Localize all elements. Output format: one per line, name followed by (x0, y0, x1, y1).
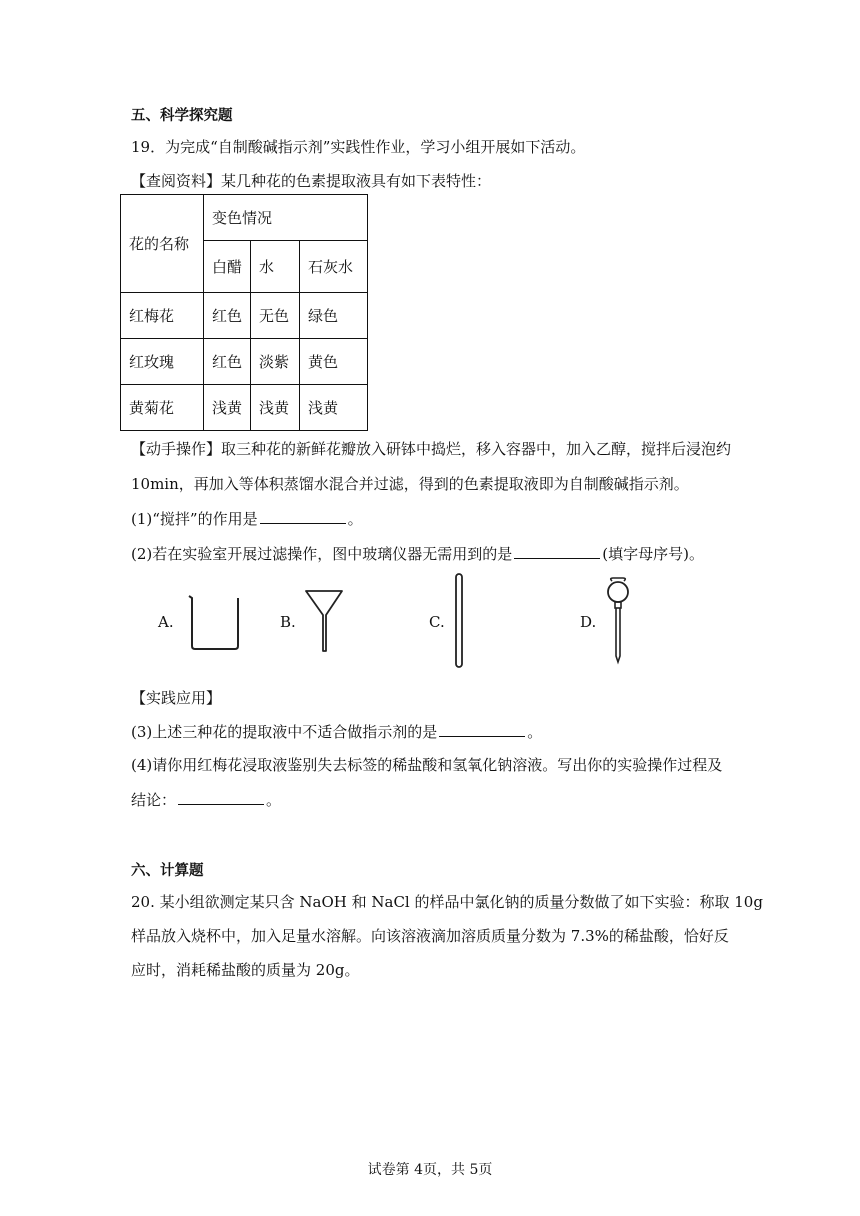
page-footer: 试卷第 4页，共 5页 (367, 1162, 493, 1178)
table-header-change: 变色情况 (204, 195, 368, 241)
sub-question-1: (1)“搅拌”的作用是 。 (131, 507, 363, 529)
table-subheader: 水 (251, 241, 300, 293)
table-subheader: 石灰水 (300, 241, 368, 293)
table-subheader: 白醋 (204, 241, 251, 293)
table-cell: 黄色 (300, 339, 368, 385)
table-row (121, 385, 368, 431)
table-cell: 浅黄 (204, 385, 251, 431)
answer-blank[interactable] (439, 720, 525, 737)
table-cell: 绿色 (300, 293, 368, 339)
table-row (121, 293, 368, 339)
operation-line-1: 【动手操作】取三种花的新鲜花瓣放入研钵中捣烂，移入容器中，加入乙醇，搅拌后浸泡约 (131, 440, 732, 458)
flower-color-table (120, 194, 368, 431)
option-b-label: B. (280, 613, 296, 631)
info-heading: 【查阅资料】某几种花的色素提取液具有如下表特性： (131, 172, 492, 190)
table-cell: 红色 (204, 339, 251, 385)
funnel-icon (304, 588, 344, 654)
section-5-title: 五、科学探究题 (131, 108, 233, 124)
answer-blank[interactable] (260, 507, 346, 524)
table-cell: 无色 (251, 293, 300, 339)
table-cell: 红梅花 (121, 293, 204, 339)
dropper-icon (603, 576, 633, 666)
practice-heading: 【实践应用】 (131, 689, 222, 707)
table-cell: 浅黄 (300, 385, 368, 431)
option-a-label: A. (158, 613, 174, 631)
beaker-icon (186, 592, 242, 652)
question-20-line-1: 20. 某小组欲测定某只含 NaOH 和 NaCl 的样品中氯化钠的质量分数做了如下实验：称取 10g (131, 893, 763, 911)
option-c-label: C. (429, 613, 445, 631)
table-header-name: 花的名称 (121, 195, 204, 293)
sub-question-3: (3)上述三种花的提取液中不适合做指示剂的是 。 (131, 720, 542, 742)
operation-line-2: 10min，再加入等体积蒸馏水混合并过滤，得到的色素提取液即为自制酸碱指示剂。 (131, 475, 689, 493)
table-cell: 红玫瑰 (121, 339, 204, 385)
table-row (121, 339, 368, 385)
answer-blank[interactable] (178, 788, 264, 805)
question-20-line-3: 应时，消耗稀盐酸的质量为 20g。 (131, 961, 360, 979)
glass-rod-icon (453, 572, 465, 670)
section-6-title: 六、计算题 (131, 863, 204, 879)
sub-question-2: (2)若在实验室开展过滤操作，图中玻璃仪器无需用到的是 (填字母序号)。 (131, 542, 704, 564)
table-cell: 黄菊花 (121, 385, 204, 431)
sub-question-4-line-2: 结论： 。 (131, 788, 281, 810)
table-cell: 浅黄 (251, 385, 300, 431)
question-20-line-2: 样品放入烧杯中，加入足量水溶解。向该溶液滴加溶质质量分数为 7.3%的稀盐酸，恰好反 (131, 927, 729, 945)
sub-question-4-line-1: (4)请你用红梅花浸取液鉴别失去标签的稀盐酸和氢氧化钠溶液。写出你的实验操作过程及 (131, 756, 723, 774)
answer-blank[interactable] (514, 542, 600, 559)
question-19-stem: 19．为完成“自制酸碱指示剂”实践性作业，学习小组开展如下活动。 (131, 138, 586, 156)
table-cell: 淡紫 (251, 339, 300, 385)
option-d-label: D. (580, 613, 597, 631)
table-cell: 红色 (204, 293, 251, 339)
